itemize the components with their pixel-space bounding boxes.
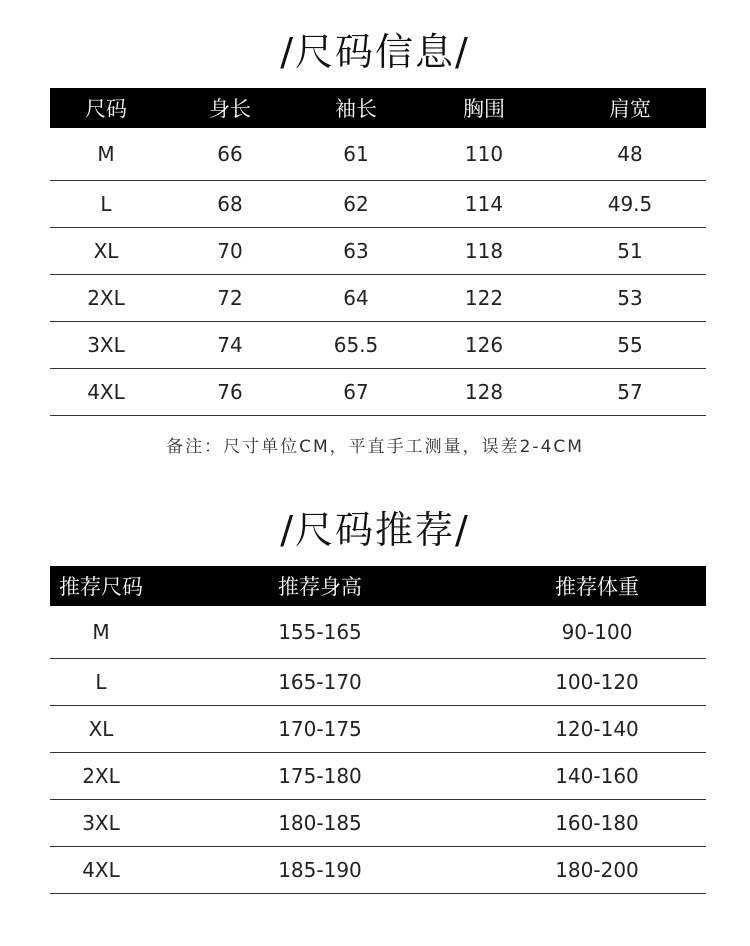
cell: 65.5 <box>298 322 414 369</box>
cell: L <box>50 181 162 228</box>
cell: L <box>50 659 152 706</box>
cell: 160-180 <box>488 800 706 847</box>
cell: 110 <box>414 128 554 181</box>
cell: M <box>50 128 162 181</box>
table-row <box>50 275 706 322</box>
measurement-note: 备注：尺寸单位CM，平直手工测量，误差2-4CM <box>166 437 584 457</box>
cell: XL <box>50 706 152 753</box>
header-body-length: 身长 <box>162 88 298 128</box>
header-size: 尺码 <box>50 88 162 128</box>
cell: 53 <box>554 275 706 322</box>
cell: 2XL <box>50 275 162 322</box>
cell: 72 <box>162 275 298 322</box>
header-recommended-height: 推荐身高 <box>152 566 488 606</box>
header-shoulder: 肩宽 <box>554 88 706 128</box>
cell: 126 <box>414 322 554 369</box>
cell: 2XL <box>50 753 152 800</box>
table-row <box>50 128 706 181</box>
cell: 100-120 <box>488 659 706 706</box>
cell: 49.5 <box>554 181 706 228</box>
table-row <box>50 659 706 706</box>
cell: 114 <box>414 181 554 228</box>
cell: 70 <box>162 228 298 275</box>
cell: 3XL <box>50 322 162 369</box>
size-info-header-row <box>50 88 706 128</box>
table-row <box>50 369 706 416</box>
cell: 4XL <box>50 847 152 894</box>
size-recommend-table <box>50 566 706 894</box>
cell: 68 <box>162 181 298 228</box>
cell: 62 <box>298 181 414 228</box>
cell: 90-100 <box>488 606 706 659</box>
cell: M <box>50 606 152 659</box>
size-info-table <box>50 88 706 416</box>
header-recommended-size: 推荐尺码 <box>50 566 152 606</box>
cell: 76 <box>162 369 298 416</box>
table-row <box>50 181 706 228</box>
table-row <box>50 322 706 369</box>
header-chest: 胸围 <box>414 88 554 128</box>
cell: 57 <box>554 369 706 416</box>
header-sleeve-length: 袖长 <box>298 88 414 128</box>
cell: 67 <box>298 369 414 416</box>
cell: 155-165 <box>152 606 488 659</box>
table-row <box>50 847 706 894</box>
cell: 48 <box>554 128 706 181</box>
cell: 170-175 <box>152 706 488 753</box>
size-recommend-title: /尺码推荐/ <box>280 508 470 552</box>
cell: 3XL <box>50 800 152 847</box>
cell: 165-170 <box>152 659 488 706</box>
cell: 128 <box>414 369 554 416</box>
cell: 4XL <box>50 369 162 416</box>
size-recommend-header-row <box>50 566 706 606</box>
cell: 51 <box>554 228 706 275</box>
cell: 61 <box>298 128 414 181</box>
cell: XL <box>50 228 162 275</box>
cell: 175-180 <box>152 753 488 800</box>
cell: 120-140 <box>488 706 706 753</box>
cell: 180-185 <box>152 800 488 847</box>
cell: 185-190 <box>152 847 488 894</box>
cell: 55 <box>554 322 706 369</box>
table-row <box>50 753 706 800</box>
table-row <box>50 606 706 659</box>
table-row <box>50 800 706 847</box>
table-row <box>50 228 706 275</box>
cell: 74 <box>162 322 298 369</box>
header-recommended-weight: 推荐体重 <box>488 566 706 606</box>
cell: 180-200 <box>488 847 706 894</box>
cell: 118 <box>414 228 554 275</box>
cell: 122 <box>414 275 554 322</box>
cell: 140-160 <box>488 753 706 800</box>
cell: 63 <box>298 228 414 275</box>
cell: 66 <box>162 128 298 181</box>
cell: 64 <box>298 275 414 322</box>
table-row <box>50 706 706 753</box>
size-info-title: /尺码信息/ <box>280 30 470 74</box>
